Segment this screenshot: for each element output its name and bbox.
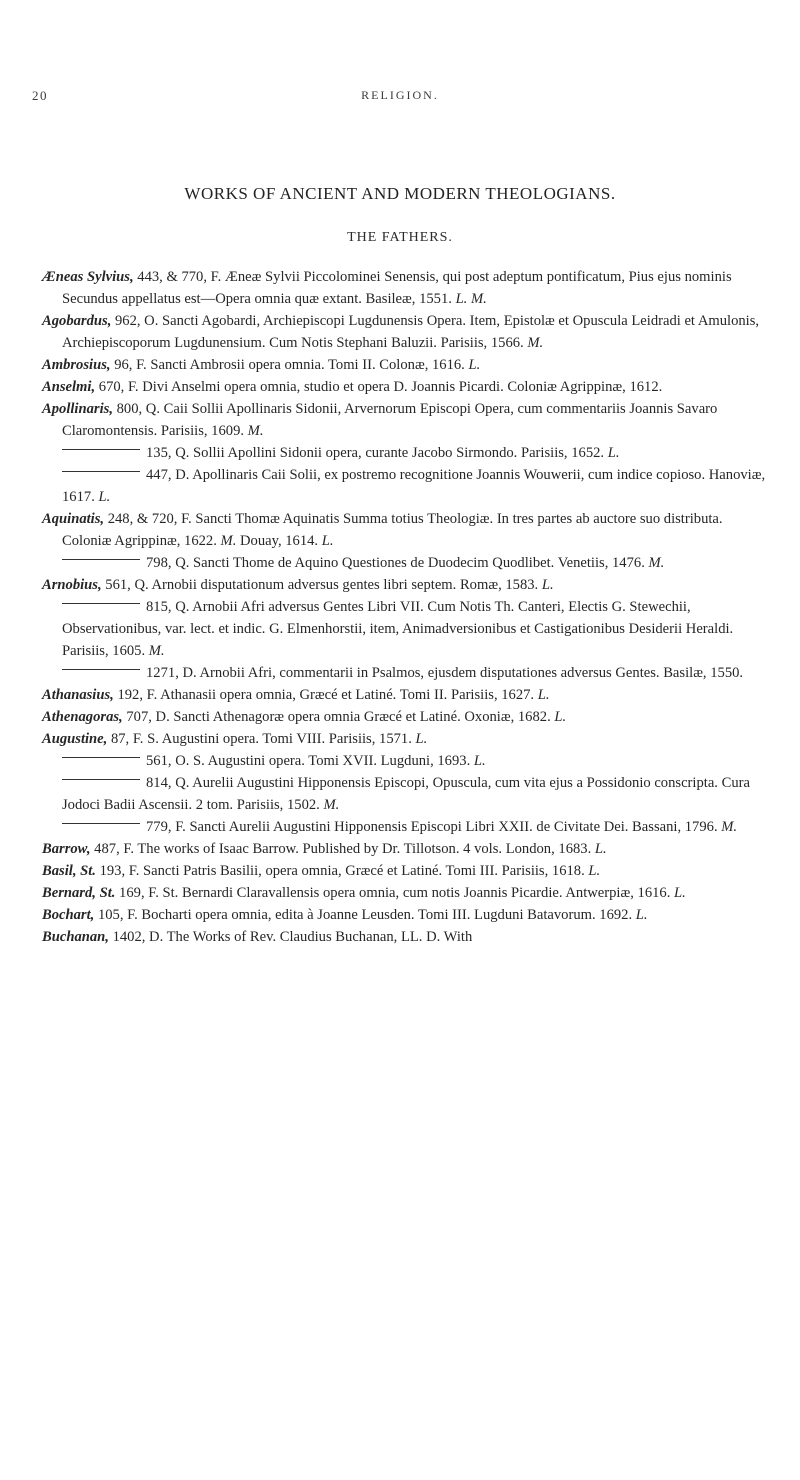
entry-author: Anselmi, <box>42 379 96 395</box>
entry-shelfmark: 779, F. <box>146 819 190 835</box>
ditto-rule <box>62 471 140 472</box>
catalogue-entry <box>42 860 770 882</box>
entry-shelfmark: 670, F. <box>95 379 143 395</box>
entry-shelfmark: 1402, D. <box>108 929 167 945</box>
entry-shelfmark: 192, F. <box>113 687 161 703</box>
entry-mark: L. <box>473 753 486 769</box>
entry-shelfmark: 1271, D. <box>146 665 200 681</box>
entry-author: Arnobius, <box>42 577 102 593</box>
ditto-rule <box>62 669 140 670</box>
entry-title: Bocharti opera omnia, edita à Joanne Leusden. Tomi III. Lugduni Batavorum. 1692. <box>141 907 636 923</box>
entry-mark: M. <box>323 797 340 813</box>
entry-title: Æneæ Sylvii Piccolominei Senensis, qui post adeptum pontificatum, Pius ejus nominis Secundus appellatus est—Opera omnia quæ extant. Basileæ, 1551. <box>62 269 732 307</box>
entry-author: Agobardus, <box>42 313 112 329</box>
entry-shelfmark: 443, & 770, F. <box>133 269 225 285</box>
entry-author: Augustine, <box>42 731 108 747</box>
entry-mark: L. M. <box>455 291 487 307</box>
entry-shelfmark: 561, O. <box>146 753 194 769</box>
entry-author: Basil, St. <box>42 863 96 879</box>
entry-mark: L. <box>588 863 601 879</box>
entry-author: Athanasius, <box>42 687 114 703</box>
catalogue-entry <box>42 728 770 750</box>
entry-shelfmark: 814, Q. <box>146 775 193 791</box>
entry-mark: L. <box>415 731 428 747</box>
entry-title: Arnobii disputationum adversus gentes libri septem. Romæ, 1583. <box>151 577 542 593</box>
entries-list <box>42 266 770 948</box>
entry-shelfmark: 248, & 720, F. <box>104 511 196 527</box>
catalogue-entry <box>42 398 770 442</box>
entry-mark: L. <box>541 577 554 593</box>
entry-title: Sancti Ambrosii opera omnia. Tomi II. Colonæ, 1616. <box>150 357 469 373</box>
entry-mark: L. <box>321 533 334 549</box>
ditto-rule <box>62 603 140 604</box>
section-label: RELIGION. <box>361 88 439 102</box>
catalogue-sub-entry <box>42 816 770 838</box>
entry-mark: M. <box>527 335 544 351</box>
catalogue-entry <box>42 354 770 376</box>
entry-shelfmark: 87, F. <box>107 731 148 747</box>
running-head <box>0 88 800 108</box>
catalogue-entry <box>42 508 770 552</box>
entry-mark: L. <box>607 445 620 461</box>
ditto-rule <box>62 449 140 450</box>
entry-shelfmark: 800, Q. <box>112 401 164 417</box>
entry-title: The Works of Rev. Claudius Buchanan, LL. D. With <box>166 929 473 945</box>
entry-shelfmark: 798, Q. <box>146 555 194 571</box>
entry-shelfmark: 962, O. <box>111 313 163 329</box>
entry-title: Arnobii Afri, commentarii in Psalmos, ejusdem disputationes adversus Gentes. Basilæ, 1550. <box>199 665 744 681</box>
main-title: WORKS OF ANCIENT AND MODERN THEOLOGIANS. <box>184 184 616 203</box>
catalogue-sub-entry <box>42 772 770 816</box>
entry-shelfmark: 135, Q. <box>146 445 194 461</box>
entry-mark: L. <box>554 709 567 725</box>
entry-author: Æneas Sylvius, <box>42 269 134 285</box>
entry-title: S. Augustini opera. Tomi VIII. Parisiis, 1571. <box>147 731 416 747</box>
entry-title: Apollinaris Caii Solii, ex postremo recognitione Joannis Wouwerii, cum indice copioso. Hanoviæ, 1617. <box>62 467 766 505</box>
entry-mark: L. <box>98 489 111 505</box>
entry-mark: M. <box>220 533 237 549</box>
entry-mark: M. <box>721 819 738 835</box>
ditto-rule <box>62 757 140 758</box>
ditto-rule <box>62 559 140 560</box>
catalogue-entry <box>42 376 770 398</box>
entry-title: Sancti Thome de Aquino Questiones de Duodecim Quodlibet. Venetiis, 1476. <box>193 555 649 571</box>
entry-title: Arnobii Afri adversus Gentes Libri VII. Cum Notis Th. Canteri, Electis G. Stewechii, Observationibus, var. lect. et indic. G. Elmenhorstii, item, Animadversionibus et Castigationibus Desiderii Heraldi. Parisiis, 1605. <box>62 599 734 659</box>
entry-shelfmark: 447, D. <box>146 467 193 483</box>
entry-mark: L. <box>635 907 648 923</box>
entry-author: Bochart, <box>42 907 95 923</box>
entry-title: Athanasii opera omnia, Græcé et Latiné. Tomi II. Parisiis, 1627. <box>160 687 538 703</box>
catalogue-entry <box>42 684 770 706</box>
entry-mark: M. <box>648 555 665 571</box>
entry-title-cont: Douay, 1614. <box>236 533 322 549</box>
catalogue-entry <box>42 266 770 310</box>
entry-mark: M. <box>148 643 165 659</box>
catalogue-entry <box>42 882 770 904</box>
entry-title: Aurelii Augustini Hipponensis Episcopi, Opuscula, cum vita ejus a Possidonio conscripta. Cura Jodoci Badii Ascensii. 2 tom. Parisiis, 1502. <box>62 775 750 813</box>
entry-title: Divi Anselmi opera omnia, studio et opera D. Joannis Picardi. Coloniæ Agrippinæ, 1612. <box>142 379 663 395</box>
entry-author: Bernard, St. <box>42 885 116 901</box>
entry-title: Sancti Athenagoræ opera omnia Græcé et Latiné. Oxoniæ, 1682. <box>173 709 555 725</box>
sub-title: THE FATHERS. <box>347 230 453 245</box>
entry-shelfmark: 193, F. <box>95 863 144 879</box>
catalogue-sub-entry <box>42 552 770 574</box>
entry-author: Aquinatis, <box>42 511 105 527</box>
entry-author: Apollinaris, <box>42 401 113 417</box>
entry-mark: L. <box>468 357 481 373</box>
entry-title: Sancti Aurelii Augustini Hipponensis Episcopi Libri XXII. de Civitate Dei. Bassani, 1796. <box>189 819 722 835</box>
entry-title: Sancti Patris Basilii, opera omnia, Græcé et Latiné. Tomi III. Parisiis, 1618. <box>143 863 589 879</box>
entry-mark: L. <box>537 687 550 703</box>
entry-shelfmark: 815, Q. <box>146 599 193 615</box>
entry-title: Sollii Apollini Sidonii opera, curante Jacobo Sirmondo. Parisiis, 1652. <box>193 445 608 461</box>
entry-shelfmark: 169, F. <box>115 885 163 901</box>
catalogue-entry <box>42 904 770 926</box>
page-number: 20 <box>32 88 48 103</box>
entry-author: Buchanan, <box>42 929 109 945</box>
catalogue-entry <box>42 706 770 728</box>
catalogue-entry <box>42 838 770 860</box>
catalogue-entry <box>42 310 770 354</box>
entry-title: S. Augustini opera. Tomi XVII. Lugduni, 1693. <box>193 753 474 769</box>
entry-shelfmark: 96, F. <box>110 357 151 373</box>
entry-author: Barrow, <box>42 841 91 857</box>
entry-mark: M. <box>247 423 264 439</box>
entry-title: Sancti Agobardi, Archiepiscopi Lugdunensis Opera. Item, Epistolæ et Opuscula Leidradi et Amulonis, Archiepiscoporum Lugdunensium. Cum Notis Stephani Baluzii. Parisiis, 1566. <box>62 313 760 351</box>
catalogue-sub-entry <box>42 750 770 772</box>
entry-title: Sancti Thomæ Aquinatis Summa totius Theologiæ. In tres partes ab auctore suo distributa. Coloniæ Agrippinæ, 1622. <box>62 511 723 549</box>
entry-shelfmark: 487, F. <box>90 841 138 857</box>
entry-title: St. Bernardi Claravallensis opera omnia, cum notis Joannis Picardie. Antwerpiæ, 1616. <box>162 885 675 901</box>
entry-mark: L. <box>594 841 607 857</box>
entry-author: Athenagoras, <box>42 709 123 725</box>
entry-shelfmark: 707, D. <box>122 709 174 725</box>
entry-title: Caii Sollii Apollinaris Sidonii, Arvernorum Episcopi Opera, cum commentariis Joannis Savaro Claromontensis. Parisiis, 1609. <box>62 401 718 439</box>
catalogue-sub-entry <box>42 442 770 464</box>
entry-author: Ambrosius, <box>42 357 111 373</box>
entry-title: The works of Isaac Barrow. Published by Dr. Tillotson. 4 vols. London, 1683. <box>137 841 595 857</box>
catalogue-entry <box>42 926 770 948</box>
catalogue-sub-entry <box>42 464 770 508</box>
catalogue-sub-entry <box>42 662 770 684</box>
ditto-rule <box>62 779 140 780</box>
entry-shelfmark: 561, Q. <box>101 577 152 593</box>
catalogue-sub-entry <box>42 596 770 662</box>
entry-shelfmark: 105, F. <box>94 907 142 923</box>
ditto-rule <box>62 823 140 824</box>
entry-mark: L. <box>674 885 686 901</box>
catalogue-entry <box>42 574 770 596</box>
